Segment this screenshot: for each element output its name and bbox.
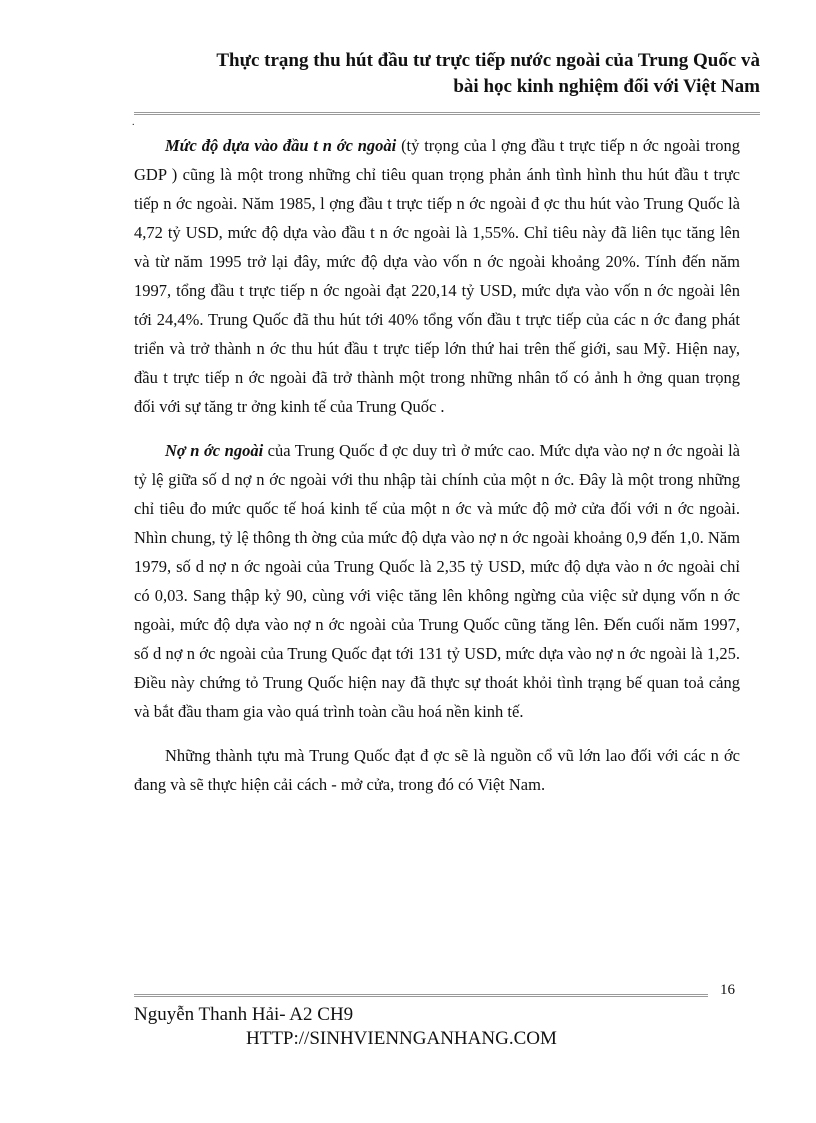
paragraph-lead: Nợ n ớc ngoài xyxy=(165,441,264,460)
header-title-line-2: bài học kinh nghiệm đối với Việt Nam xyxy=(453,76,760,97)
footer-website: HTTP://SINHVIENNGANHANG.COM xyxy=(246,1028,557,1049)
paragraph-text: của Trung Quốc đ ợc duy trì ở mức cao. Mức dựa vào nợ n ớc ngoài là tỷ lệ giữa số d nợ n ớc ngoài với thu nhập tài chính của một n ớc. Đây là một trong những chỉ tiêu đo mức quốc tế hoá kinh tế của một n ớc và mức độ mở cửa đối với n ớc ngoài. Nhìn chung, tỷ lệ thông th ờng của mức độ dựa vào nợ n ớc ngoài khoảng 0,9 đến 1,0. Năm 1979, số d nợ n ớc ngoài của Trung Quốc là 2,35 tỷ USD, mức độ dựa vào n ớc ngoài chỉ có 0,03. Sang thập kỷ 90, cùng với việc tăng lên không ngừng của việc sử dụng vốn n ớc ngoài, mức độ dựa vào nợ n ớc ngoài của Trung Quốc cũng tăng lên. Đến cuối năm 1997, số d nợ n ớc ngoài của Trung Quốc đạt tới 131 tỷ USD, mức dựa vào nợ n ớc ngoài là 1,25. Điều này chứng tỏ Trung Quốc hiện nay đã thực sự thoát khỏi tình trạng bế quan toả cảng và bắt đầu tham gia vào quá trình toàn cầu hoá nền kinh tế. xyxy=(134,441,740,721)
paragraph-text: Những thành tựu mà Trung Quốc đạt đ ợc sẽ là nguồn cổ vũ lớn lao đối với các n ớc đang và sẽ thực hiện cải cách - mở cửa, trong đó có Việt Nam. xyxy=(134,746,740,794)
paragraph-foreign-investment-dependence xyxy=(134,131,740,421)
header-mark: . xyxy=(132,117,135,128)
header-divider xyxy=(134,112,760,115)
header-title-line-1: Thực trạng thu hút đầu tư trực tiếp nước ngoài của Trung Quốc và xyxy=(216,50,760,71)
document-body xyxy=(134,131,740,814)
paragraph-lead: Mức độ dựa vào đầu t n ớc ngoài xyxy=(165,136,397,155)
footer-author: Nguyễn Thanh Hải- A2 CH9 xyxy=(134,1004,354,1025)
paragraph-text: (tỷ trọng của l ợng đầu t trực tiếp n ớc ngoài trong GDP ) cũng là một trong những chỉ tiêu quan trọng phản ánh tình hình thu hút đầu t trực tiếp n ớc ngoài. Năm 1985, l ợng đầu t trực tiếp n ớc ngoài đ ợc thu hút vào Trung Quốc là 4,72 tỷ USD, mức độ dựa vào đầu t n ớc ngoài là 1,55%. Chỉ tiêu này đã liên tục tăng lên và từ năm 1995 trở lại đây, mức độ dựa vào vốn n ớc ngoài khoảng 20%. Tính đến năm 1997, tổng đầu t trực tiếp n ớc ngoài đạt 220,14 tỷ USD, mức dựa vào vốn n ớc ngoài lên tới 24,4%. Trung Quốc đã thu hút tới 40% tổng vốn đầu t trực tiếp của các n ớc đang phát triển và trở thành n ớc thu hút đầu t trực tiếp lớn thứ hai trên thế giới, sau Mỹ. Hiện nay, đầu t trực tiếp n ớc ngoài đã trở thành một trong những nhân tố có ảnh h ởng quan trọng đối với sự tăng tr ởng kinh tế của Trung Quốc . xyxy=(134,136,740,416)
paragraph-conclusion xyxy=(134,741,740,799)
paragraph-foreign-debt xyxy=(134,436,740,726)
page-header xyxy=(120,48,760,100)
footer-divider xyxy=(134,994,708,997)
page-number: 16 xyxy=(720,982,735,998)
